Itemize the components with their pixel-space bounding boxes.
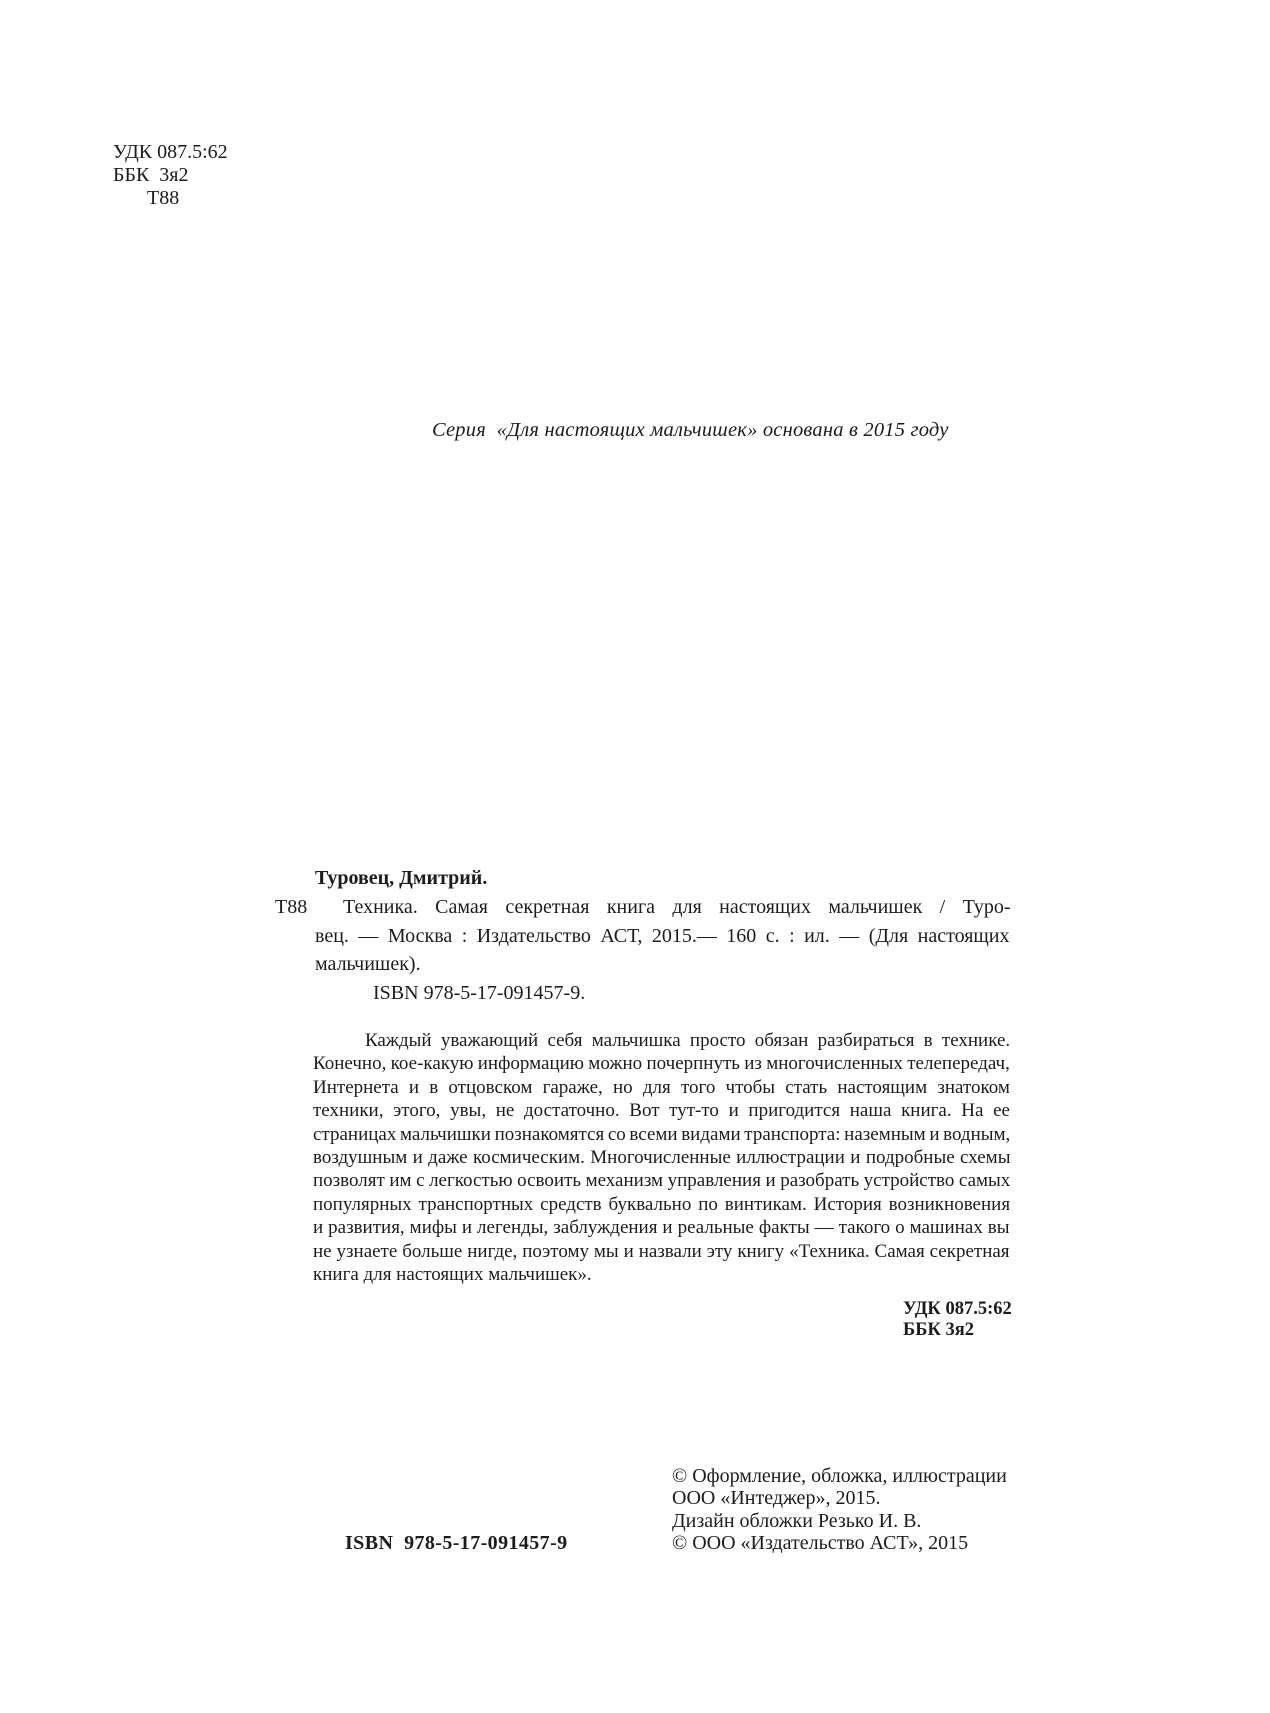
annotation-line-text: Интернета и в отцовском гараже, но для того чтобы стать настоящим знатоком [313, 1076, 1010, 1098]
annotation-line [313, 1076, 1010, 1099]
classification-top-left [113, 141, 228, 210]
annotation-line-text: не узнаете больше нигде, поэтому мы и назвали эту книгу «Техника. Самая секретная [313, 1240, 1010, 1262]
isbn-card-line: ISBN 978-5-17-091457-9. [373, 982, 586, 1005]
bbk-code-bottom: ББК 3я2 [903, 1320, 975, 1341]
author-sign-margin: Т88 [275, 895, 308, 918]
annotation-paragraph [313, 1029, 1010, 1286]
annotation-line [313, 1263, 1010, 1286]
udc-code-bottom: УДК 087.5:62 [903, 1299, 1012, 1319]
annotation-line-text: Каждый уважающий себя мальчишка просто обязан разбираться в технике. [365, 1030, 1011, 1051]
description-line [315, 893, 1010, 922]
annotation-line-text: и развития, мифы и легенды, заблуждения и реальные факты — такого о машинах вы [313, 1217, 1010, 1239]
annotation-line [313, 1146, 1010, 1169]
catalog-card-body [315, 864, 1010, 1008]
annotation-line-text: техники, этого, увы, не достаточно. Вот тут-то и пригодится наша книга. На ее [313, 1100, 1010, 1122]
author-sign-top: Т88 [147, 187, 180, 209]
annotation-line [313, 1029, 1010, 1052]
isbn-footer: ISBN 978-5-17-091457-9 [345, 1532, 568, 1554]
copyright-line: ООО «Интеджер», 2015. [672, 1487, 881, 1510]
udc-code-top: УДК 087.5:62 [113, 141, 228, 163]
copyright-block [672, 1465, 1007, 1555]
description-line-text: вец. — Москва : Издательство АСТ, 2015.— 160 с. : ил. — (Для настоящих [315, 924, 1010, 947]
annotation-line [313, 1123, 1010, 1146]
copyright-line: © ООО «Издательство АСТ», 2015 [672, 1532, 969, 1555]
annotation-line [313, 1240, 1010, 1263]
copyright-line: © Оформление, обложка, иллюстрации [672, 1465, 1007, 1487]
bibliographic-description [315, 893, 1010, 979]
annotation-line [313, 1216, 1010, 1239]
annotation-line-text: популярных транспортных средств буквально по винтикам. История возникновения [313, 1193, 1011, 1215]
annotation-line-text: Конечно, кое-какую информацию можно почерпнуть из многочисленных телепередач, [313, 1053, 1010, 1075]
annotation-line-text: позволят им с легкостью освоить механизм управления и разобрать устройство самых [313, 1170, 1011, 1192]
annotation-line [313, 1193, 1010, 1216]
description-line [315, 922, 1010, 951]
bbk-code-top: ББК 3я2 [113, 164, 189, 186]
description-line [315, 950, 1010, 979]
classification-bottom-right [903, 1299, 1012, 1342]
annotation-line [313, 1099, 1010, 1122]
copyright-line: Дизайн обложки Резько И. В. [672, 1509, 922, 1532]
annotation-line-text: страницах мальчишки познакомятся со всеми видами транспорта: наземным и водным, [313, 1123, 1011, 1145]
description-line-text: Техника. Самая секретная книга для настоящих мальчишек / Туро- [343, 895, 1011, 918]
author-heading: Туровец, Дмитрий. [315, 867, 488, 889]
description-line-text: мальчишек). [315, 953, 421, 976]
annotation-line-text: воздушным и даже космическим. Многочисленные иллюстрации и подробные схемы [313, 1147, 1011, 1169]
annotation-line [313, 1169, 1010, 1192]
catalog-card [275, 864, 1012, 1008]
annotation-line-text: книга для настоящих мальчишек». [313, 1264, 592, 1286]
series-note: Серия «Для настоящих мальчишек» основана в 2015 году [432, 419, 949, 441]
annotation-line [313, 1052, 1010, 1075]
